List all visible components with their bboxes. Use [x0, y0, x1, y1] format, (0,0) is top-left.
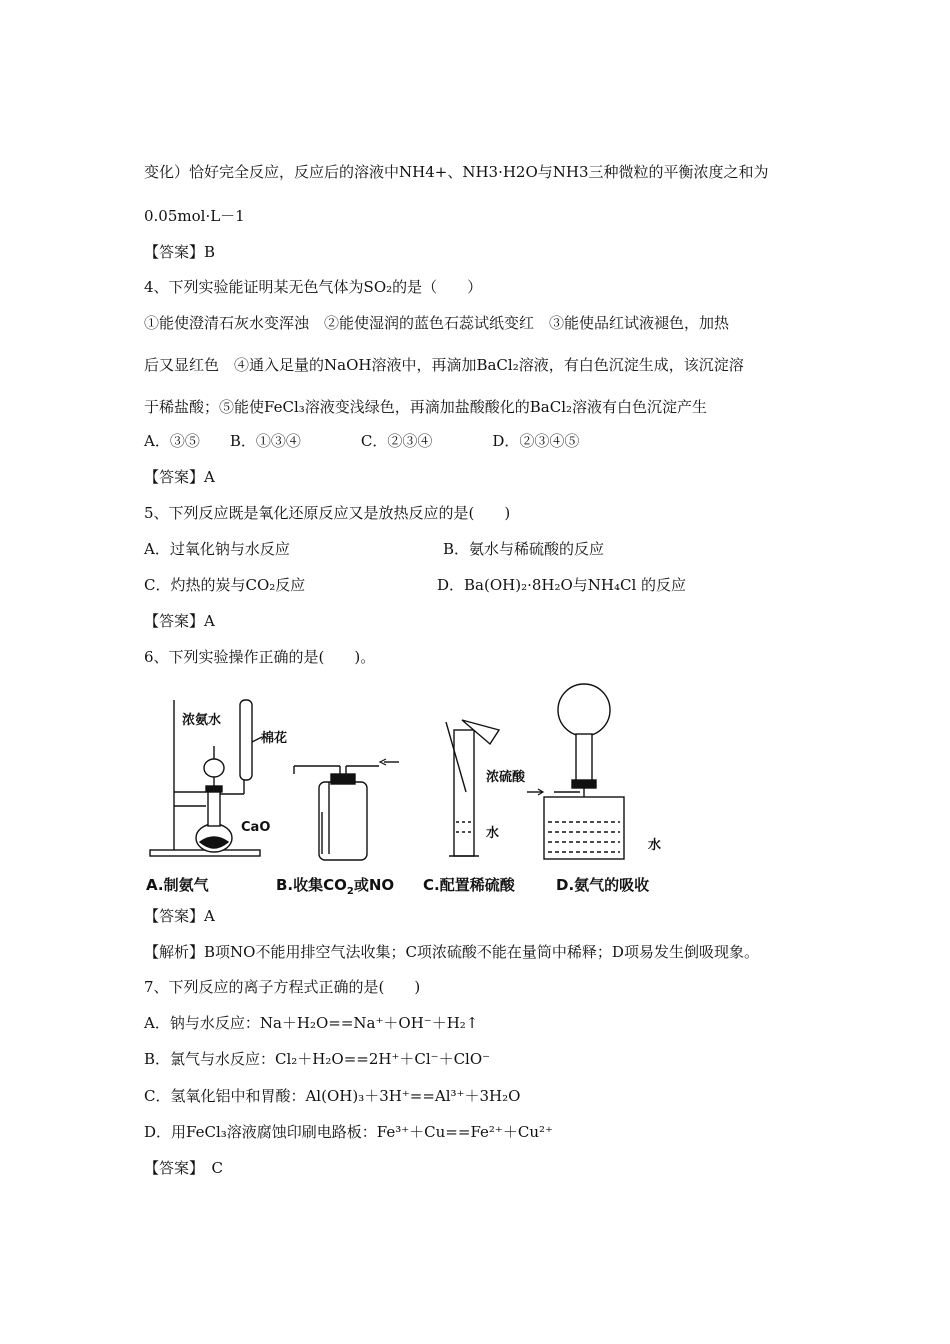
question-7-option-b: B．氯气与水反应：Cl₂＋H₂O==2H⁺＋Cl⁻＋ClO⁻: [144, 1050, 491, 1068]
question-4-text-b: 后又显红色 ④通入足量的NaOH溶液中，再滴加BaCl₂溶液，有白色沉淀生成，该沉淀溶: [144, 356, 744, 374]
question-5: 5、下列反应既是氧化还原反应又是放热反应的是( ): [144, 504, 511, 522]
question-7-option-a: A．钠与水反应：Na＋H₂O==Na⁺＋OH⁻＋H₂↑: [144, 1014, 479, 1032]
answer-5: 【答案】A: [144, 612, 215, 630]
question-6: 6、下列实验操作正确的是( )。: [144, 648, 376, 666]
question-7-option-d: D．用FeCl₃溶液腐蚀印刷电路板：Fe³⁺＋Cu==Fe²⁺＋Cu²⁺: [144, 1123, 553, 1141]
question-5-option-c: C．灼热的炭与CO₂反应: [144, 576, 306, 594]
question-5-option-b: B．氨水与稀硫酸的反应: [443, 540, 605, 558]
apparatus-d: [527, 684, 624, 859]
question-4-text-c: 于稀盐酸；⑤能使FeCl₃溶液变浅绿色，再滴加盐酸酸化的BaCl₂溶液有白色沉淀产生: [144, 398, 708, 416]
line-1: 变化）恰好完全反应，反应后的溶液中NH4+、NH3·H2O与NH3三种微粒的平衡浓度之和为: [144, 163, 769, 181]
caption-b-tail: 或NO: [353, 876, 395, 894]
question-7: 7、下列反应的离子方程式正确的是( ): [144, 978, 421, 996]
line-2: 0.05mol·L－1: [144, 207, 245, 225]
apparatus-b: [294, 759, 399, 860]
question-4-text-a: ①能使澄清石灰水变浑浊 ②能使湿润的蓝色石蕊试纸变红 ③能使品红试液褪色，加热: [144, 314, 730, 332]
answer-6: 【答案】A: [144, 907, 215, 925]
label-conc-sulfuric-acid: 浓硫酸: [486, 770, 526, 785]
question-5-option-a: A．过氧化钠与水反应: [144, 540, 290, 558]
label-ammonia-water: 浓氨水: [182, 713, 222, 728]
caption-b: [276, 874, 394, 897]
label-cotton: 棉花: [261, 731, 288, 746]
label-water-d: 水: [648, 838, 662, 853]
label-cao: CaO: [241, 820, 271, 835]
question-4: 4、下列实验能证明某无色气体为SO₂的是（ ）: [144, 278, 483, 296]
question-7-option-c: C．氢氧化铝中和胃酸：Al(OH)₃＋3H⁺==Al³⁺＋3H₂O: [144, 1087, 521, 1105]
caption-c: C.配置稀硫酸: [423, 876, 515, 894]
explanation-6: 【解析】B项NO不能用排空气法收集；C项浓硫酸不能在量筒中稀释；D项易发生倒吸现象。: [144, 943, 759, 961]
label-water-c: 水: [486, 826, 500, 841]
caption-b-subscript: 2: [346, 886, 354, 897]
answer-4: 【答案】A: [144, 468, 215, 486]
caption-b-text: B.收集CO: [276, 876, 347, 894]
experiment-figure: [144, 682, 684, 902]
caption-d: D.氨气的吸收: [556, 876, 650, 894]
answer-7: 【答案】 C: [144, 1159, 223, 1177]
question-4-options: A．③⑤ B．①③④ C．②③④ D．②③④⑤: [144, 432, 580, 450]
question-5-option-d: D．Ba(OH)₂·8H₂O与NH₄Cl 的反应: [437, 576, 687, 594]
apparatus-drawing: [144, 682, 684, 872]
caption-a: A.制氨气: [146, 876, 209, 894]
answer-3: 【答案】B: [144, 243, 216, 261]
